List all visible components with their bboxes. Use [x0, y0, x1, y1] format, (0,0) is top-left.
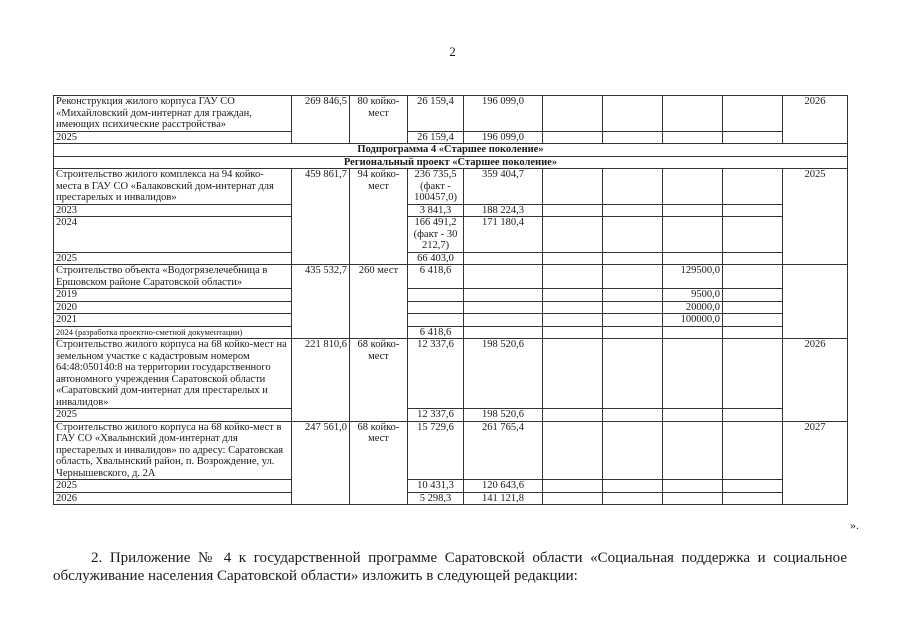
- value-cell: 188 224,3: [464, 204, 543, 217]
- empty-cell: [543, 204, 603, 217]
- empty-cell: [543, 301, 603, 314]
- value-cell: 100000,0: [663, 314, 723, 327]
- value-cell: [663, 131, 723, 144]
- completion-year-cell: [783, 265, 848, 339]
- table-row: [54, 409, 848, 422]
- value-cell: 20000,0: [663, 301, 723, 314]
- year-label-cell: 2025: [54, 252, 292, 265]
- table-row: [54, 204, 848, 217]
- empty-cell: [543, 289, 603, 302]
- empty-cell: [603, 131, 663, 144]
- empty-cell: [603, 265, 663, 289]
- value-cell: [408, 301, 464, 314]
- value-cell: 261 765,4: [464, 421, 543, 480]
- year-label-cell: 2019: [54, 289, 292, 302]
- empty-cell: [723, 409, 783, 422]
- completion-year-cell: 2026: [783, 339, 848, 422]
- value-cell: 196 099,0: [464, 131, 543, 144]
- value-cell: [408, 289, 464, 302]
- value-cell: 15 729,6: [408, 421, 464, 480]
- empty-cell: [723, 421, 783, 480]
- object-capacity-cell: 68 койко-мест: [350, 339, 408, 422]
- empty-cell: [603, 314, 663, 327]
- empty-cell: [603, 96, 663, 132]
- year-label-cell: 2026: [54, 492, 292, 505]
- value-cell: [663, 204, 723, 217]
- object-cost-cell: 459 861,7: [292, 169, 350, 265]
- empty-cell: [543, 131, 603, 144]
- value-cell: 26 159,4: [408, 96, 464, 132]
- year-label-cell: 2021: [54, 314, 292, 327]
- empty-cell: [603, 169, 663, 205]
- value-cell: 3 841,3: [408, 204, 464, 217]
- amendment-paragraph: 2. Приложение № 4 к государственной программе Саратовской области «Социальная поддержка и социальное обслуживание населения Саратовской области» изложить в следующей редакции:: [53, 550, 847, 584]
- value-cell: 166 491,2 (факт - 30 212,7): [408, 217, 464, 253]
- value-cell: 236 735,5 (факт - 100457,0): [408, 169, 464, 205]
- value-cell: 6 418,6: [408, 265, 464, 289]
- object-capacity-cell: 80 койко-мест: [350, 96, 408, 144]
- object-name-cell: Строительство жилого корпуса на 68 койко-мест на земельном участке с кадастровым номером 64:48:050140:8 на территории государственного автономного учреждения Саратовской области «Саратовский дом-интернат для престарелых и инвалидов»: [54, 339, 292, 409]
- table-row: [54, 144, 848, 157]
- empty-cell: [603, 409, 663, 422]
- value-cell: 10 431,3: [408, 480, 464, 493]
- object-cost-cell: 221 810,6: [292, 339, 350, 422]
- object-cost-cell: 269 846,5: [292, 96, 350, 144]
- value-cell: [663, 169, 723, 205]
- empty-cell: [723, 339, 783, 409]
- completion-year-cell: 2027: [783, 421, 848, 505]
- value-cell: 171 180,4: [464, 217, 543, 253]
- value-cell: [408, 314, 464, 327]
- empty-cell: [543, 326, 603, 339]
- value-cell: 66 403,0: [408, 252, 464, 265]
- empty-cell: [723, 289, 783, 302]
- empty-cell: [543, 409, 603, 422]
- table-row: [54, 289, 848, 302]
- investment-objects-table: [53, 95, 848, 505]
- year-label-cell: 2020: [54, 301, 292, 314]
- table-row: [54, 156, 848, 169]
- page-number: 2: [449, 44, 456, 59]
- completion-year-cell: 2026: [783, 96, 848, 144]
- value-cell: [663, 492, 723, 505]
- object-name-cell: Строительство жилого комплекса на 94 койко-места в ГАУ СО «Балаковский дом-интернат для престарелых и инвалидов»: [54, 169, 292, 205]
- table-row: [54, 252, 848, 265]
- empty-cell: [723, 492, 783, 505]
- empty-cell: [603, 480, 663, 493]
- table-row: [54, 301, 848, 314]
- value-cell: 9500,0: [663, 289, 723, 302]
- value-cell: [464, 314, 543, 327]
- table-body: [54, 96, 848, 505]
- value-cell: [663, 421, 723, 480]
- value-cell: 26 159,4: [408, 131, 464, 144]
- object-name-cell: Реконструкция жилого корпуса ГАУ СО «Михайловский дом-интернат для граждан, имеющих психические расстройства»: [54, 96, 292, 132]
- value-cell: [464, 289, 543, 302]
- year-label-cell: 2025: [54, 480, 292, 493]
- value-cell: 5 298,3: [408, 492, 464, 505]
- value-cell: [663, 480, 723, 493]
- table-row: [54, 265, 848, 289]
- value-cell: [663, 339, 723, 409]
- empty-cell: [543, 169, 603, 205]
- table-row: [54, 96, 848, 132]
- empty-cell: [603, 326, 663, 339]
- value-cell: 129500,0: [663, 265, 723, 289]
- empty-cell: [543, 217, 603, 253]
- value-cell: [464, 265, 543, 289]
- empty-cell: [543, 492, 603, 505]
- empty-cell: [543, 252, 603, 265]
- empty-cell: [723, 204, 783, 217]
- empty-cell: [603, 301, 663, 314]
- value-cell: [464, 326, 543, 339]
- object-cost-cell: 247 561,0: [292, 421, 350, 505]
- closing-quote: ».: [850, 518, 859, 532]
- empty-cell: [603, 339, 663, 409]
- empty-cell: [603, 204, 663, 217]
- value-cell: [663, 252, 723, 265]
- object-capacity-cell: 260 мест: [350, 265, 408, 339]
- table-row: [54, 217, 848, 253]
- empty-cell: [603, 421, 663, 480]
- object-name-cell: Строительство объекта «Водогрязелечебница в Ершовском районе Саратовской области»: [54, 265, 292, 289]
- empty-cell: [603, 289, 663, 302]
- empty-cell: [543, 421, 603, 480]
- value-cell: 359 404,7: [464, 169, 543, 205]
- table-row: [54, 326, 848, 339]
- table-row: [54, 492, 848, 505]
- object-cost-cell: 435 532,7: [292, 265, 350, 339]
- value-cell: [663, 217, 723, 253]
- empty-cell: [543, 314, 603, 327]
- table-row: [54, 131, 848, 144]
- empty-cell: [723, 217, 783, 253]
- empty-cell: [723, 265, 783, 289]
- table-row: [54, 339, 848, 409]
- value-cell: 198 520,6: [464, 339, 543, 409]
- table-row: [54, 169, 848, 205]
- empty-cell: [543, 480, 603, 493]
- value-cell: [464, 301, 543, 314]
- table-row: [54, 314, 848, 327]
- subprogram-header: Подпрограмма 4 «Старшее поколение»: [54, 144, 848, 157]
- object-name-cell: Строительство жилого корпуса на 68 койко-мест в ГАУ СО «Хвалынский дом-интернат для престарелых и инвалидов» по адресу: Саратовская область, Хвалынский район, п. Возрождение, ул. Чернышевского, д. 2А: [54, 421, 292, 480]
- completion-year-cell: 2025: [783, 169, 848, 265]
- year-label-cell: 2025: [54, 131, 292, 144]
- value-cell: [663, 326, 723, 339]
- empty-cell: [543, 265, 603, 289]
- object-capacity-cell: 68 койко-мест: [350, 421, 408, 505]
- value-cell: 12 337,6: [408, 409, 464, 422]
- value-cell: [663, 409, 723, 422]
- empty-cell: [543, 96, 603, 132]
- value-cell: 198 520,6: [464, 409, 543, 422]
- empty-cell: [543, 339, 603, 409]
- empty-cell: [723, 301, 783, 314]
- empty-cell: [723, 252, 783, 265]
- value-cell: 120 643,6: [464, 480, 543, 493]
- value-cell: 196 099,0: [464, 96, 543, 132]
- empty-cell: [723, 314, 783, 327]
- year-label-cell: 2023: [54, 204, 292, 217]
- year-label-cell: 2025: [54, 409, 292, 422]
- value-cell: 6 418,6: [408, 326, 464, 339]
- table-row: [54, 421, 848, 480]
- empty-cell: [723, 480, 783, 493]
- value-cell: 12 337,6: [408, 339, 464, 409]
- value-cell: [663, 96, 723, 132]
- value-cell: 141 121,8: [464, 492, 543, 505]
- value-cell: [464, 252, 543, 265]
- empty-cell: [723, 169, 783, 205]
- regional-project-header: Региональный проект «Старшее поколение»: [54, 156, 848, 169]
- empty-cell: [603, 217, 663, 253]
- empty-cell: [603, 492, 663, 505]
- empty-cell: [603, 252, 663, 265]
- empty-cell: [723, 131, 783, 144]
- table-row: [54, 480, 848, 493]
- empty-cell: [723, 96, 783, 132]
- object-capacity-cell: 94 койко-мест: [350, 169, 408, 265]
- year-label-cell: 2024: [54, 217, 292, 253]
- year-label-cell: 2024 (разработка проектно-сметной документации): [54, 326, 292, 339]
- empty-cell: [723, 326, 783, 339]
